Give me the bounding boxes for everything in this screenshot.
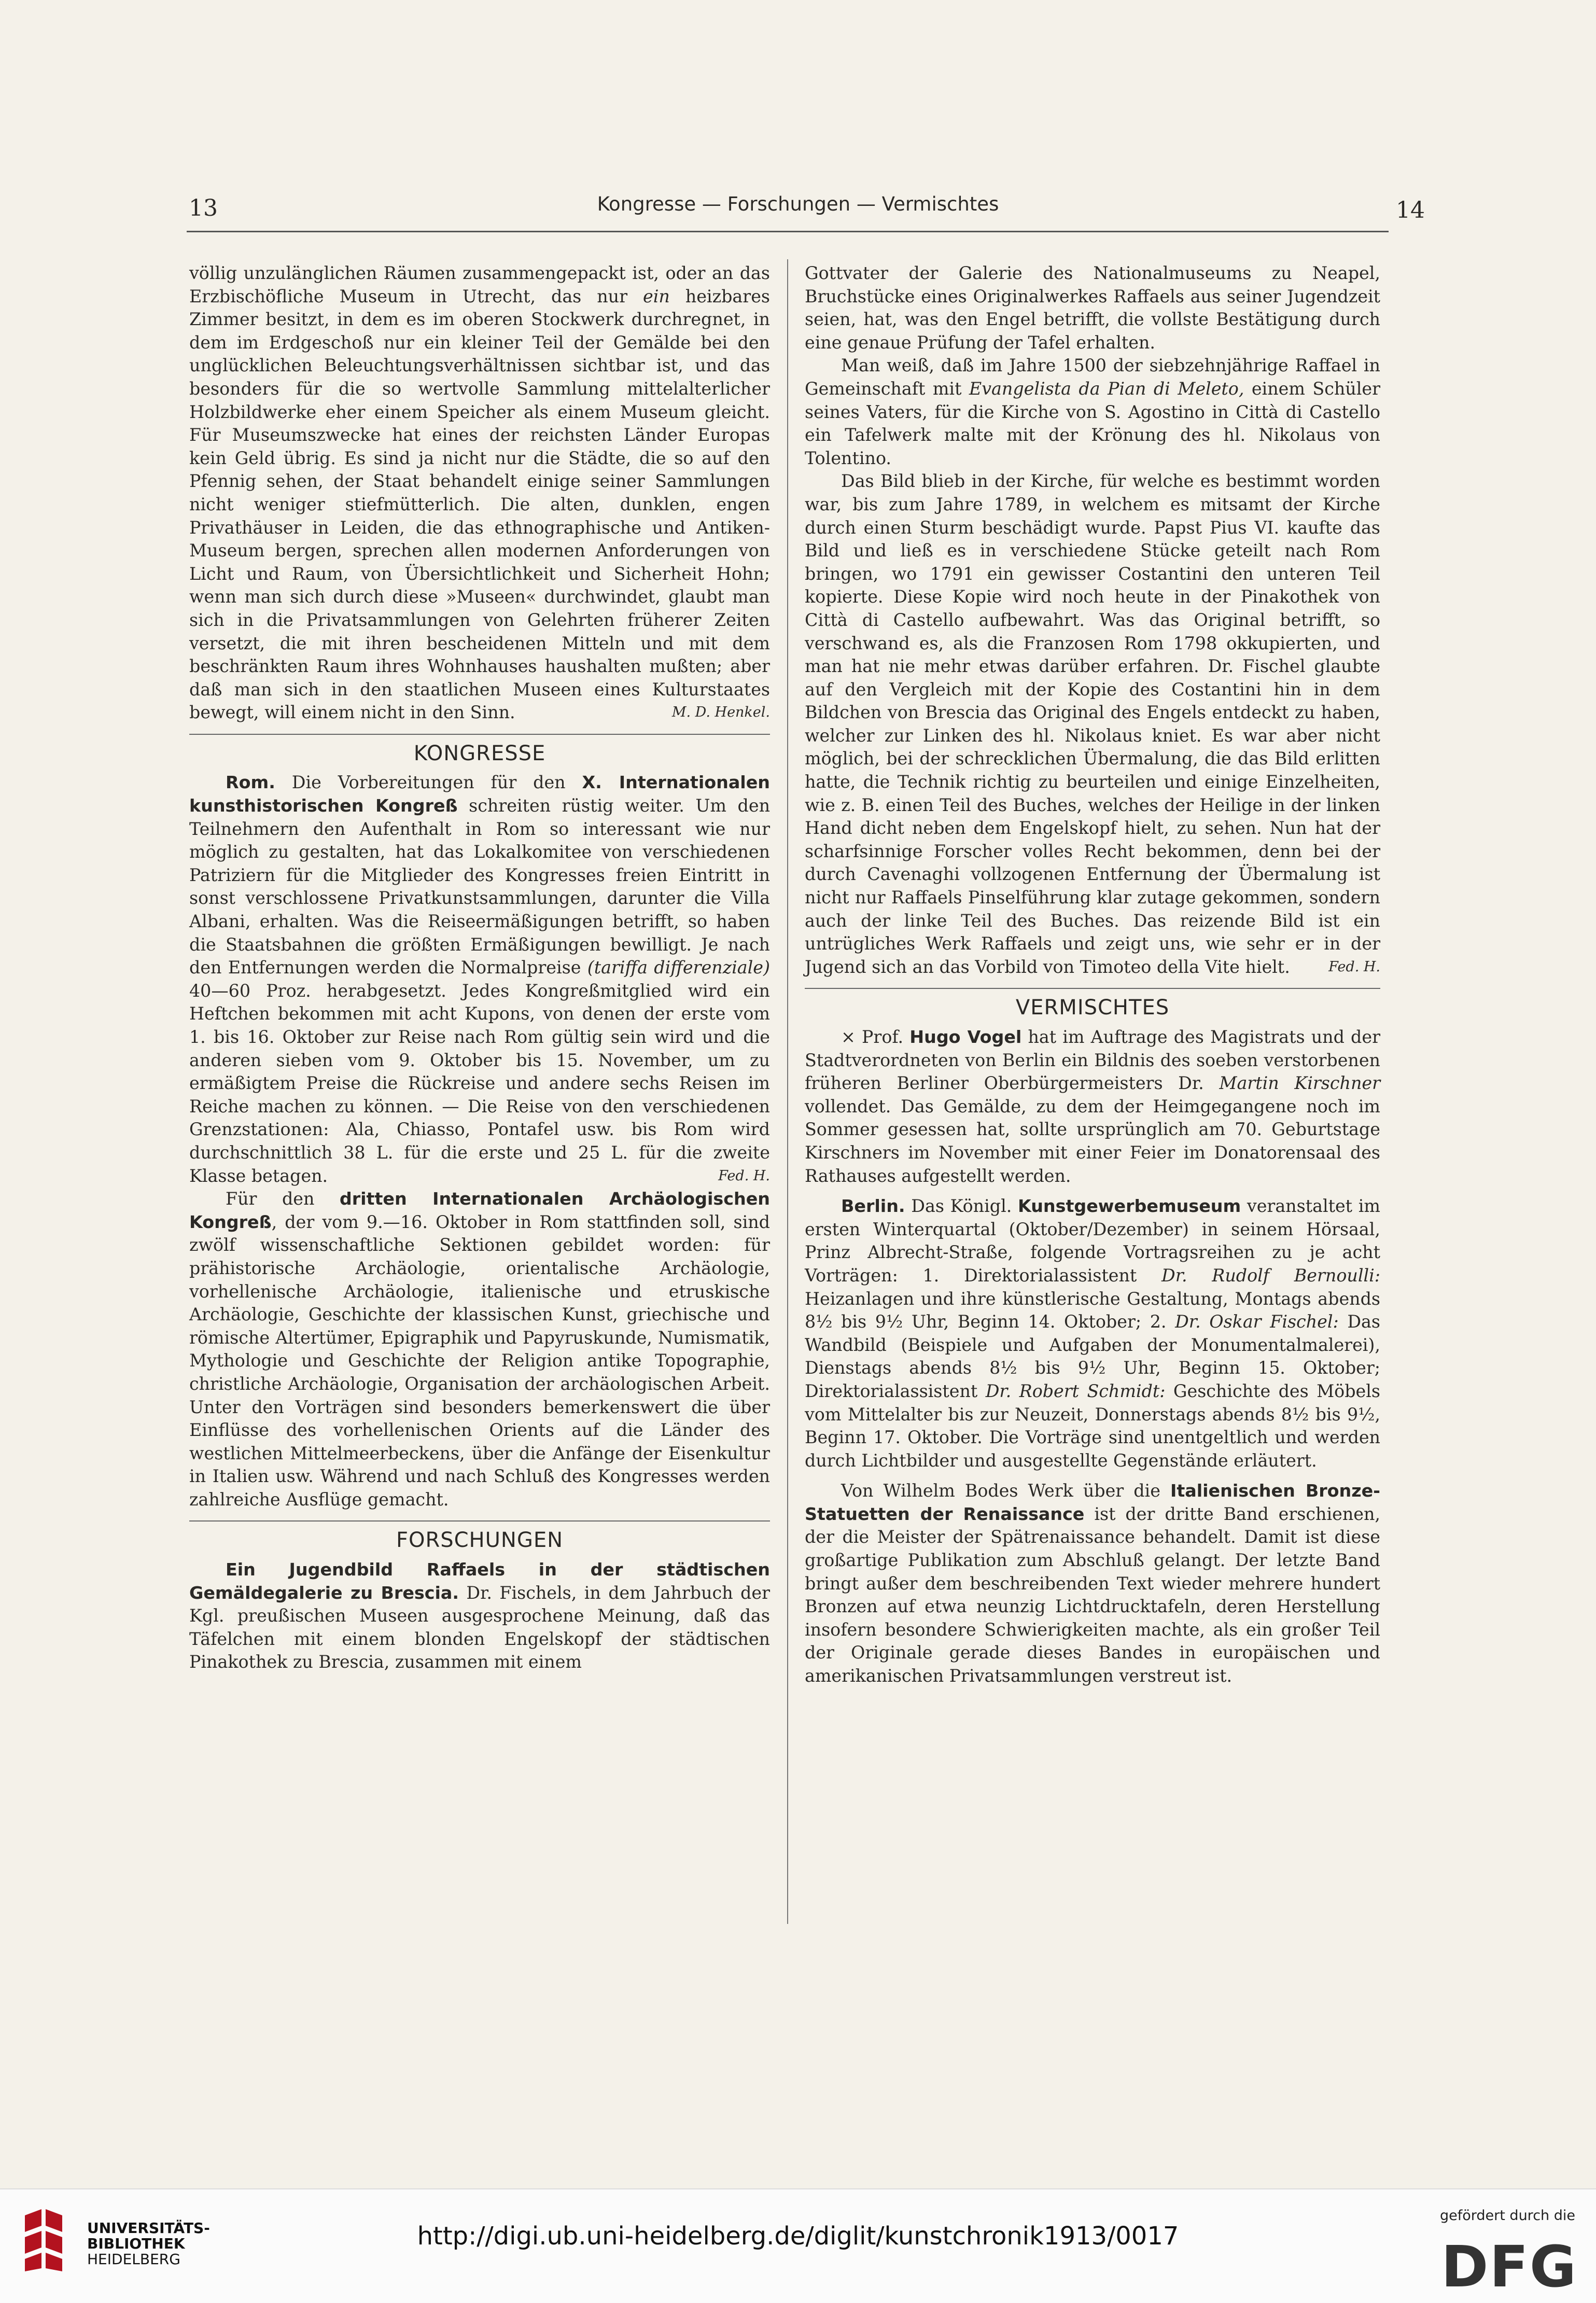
header-rule (187, 231, 1389, 232)
paragraph-berlin-lectures: Berlin. Das Königl. Kunstgewerbemuseum veranstaltet im ersten Winterquartal (Oktober/Dezember) in seinem Hörsaal, Prinz Albrecht-Straße, folgende Vortragsreihen zu je acht Vorträgen: 1. Direktorialassistent Dr. Rudolf Bernoulli: Heizanlagen und ihre künstlerische Gestaltung, Montags abends 8½ bis 9½ Uhr, Beginn 14. Oktober; 2. Dr. Oskar Fischel: Das Wandbild (Beispiele und Aufgaben der Monumentalmalerei), Dienstags abends 8½ bis 9½ Uhr, Beginn 15. Oktober; Direktorialassistent Dr. Robert Schmidt: Geschichte des Möbels vom Mittelalter bis zur Neuzeit, Donnerstags abends 8½ bis 9½, Beginn 17. Oktober. Die Vorträge sind unentgeltlich und werden durch Lichtbilder und ausgestellte Gegenstände erläutert. (805, 1196, 1380, 1471)
paragraph-gottvater: Gottvater der Galerie des Nationalmuseums zu Neapel, Bruchstücke eines Originalwerkes Raffaels aus seiner Jugendzeit seien, hat, was den Engel betrifft, die vollste Bestätigung durch eine genaue Prüfung der Tafel erhalten. (805, 263, 1380, 353)
footer-bar (0, 2188, 1596, 2303)
running-title: Kongresse — Forschungen — Vermischtes (597, 193, 999, 215)
paragraph-archaeology-congress: Für den dritten Internationalen Archäologischen Kongreß, der vom 9.—16. Oktober in Rom stattfinden soll, sind zwölf wissenschaftliche Sektionen gebildet worden: für prähistorische Archäologie, orientalische Archäologie, vorhellenische Archäologie, italienische und etruskische Archäologie, Geschichte der klassischen Kunst, griechische und römische Altertümer, Epigraphik und Papyruskunde, Numismatik, Mythologie und Geschichte der Religion antike Topographie, christliche Archäologie, Organisation der archäologischen Arbeit. Unter den Vorträgen sind besonders bemerkenswert die über Einflüsse des vorhellenischen Orients auf die Länder des westlichen Mittelmeerbeckens, über die Anfänge der Eisenkultur in Italien usw. Während und nach Schluß des Kongresses werden zahlreiche Ausflüge gemacht. (189, 1189, 770, 1510)
paragraph-hugo-vogel: × Prof. Hugo Vogel hat im Auftrage des Magistrats und der Stadtverordneten von Berlin ein Bildnis des soeben verstorbenen früheren Berliner Oberbürgermeisters Dr. Martin Kirschner vollendet. Das Gemälde, zu dem der Heimgegangene noch im Sommer gesessen hat, sollte ursprünglich am 70. Geburtstage Kirschners im November mit einer Feier im Donatorensaal des Rathauses aufgestellt werden. (805, 1027, 1381, 1186)
section-rule (189, 1520, 770, 1522)
heading-kongresse: KONGRESSE (413, 741, 546, 765)
section-rule (189, 734, 770, 735)
source-url-link[interactable]: http://digi.ub.uni-heidelberg.de/diglit/kunstchronik1913/0017 (417, 2222, 1179, 2251)
paragraph-bild-kirche: Das Bild blieb in der Kirche, für welche es bestimmt worden war, bis zum Jahre 1789, in welchem es mitsamt der Kirche durch einen Sturm beschädigt wurde. Papst Pius VI. kaufte das Bild und ließ es in verschiedene Stücke geteilt nach Rom bringen, wo 1791 ein gewisser Costantini den unteren Teil kopierte. Diese Kopie wird noch heute in der Pinakothek von Città di Castello aufbewahrt. Was das Original betrifft, so verschwand es, als die Franzosen Rom 1798 okkupierten, und man hat nie mehr etwas darüber erfahren. Dr. Fischel glaubte auf den Vergleich mit der Kopie des Costantini hin in dem Bildchen von Brescia das Original des Engels entdeckt zu haben, welcher zur Linken des hl. Nikolaus kniet. Es war aber nicht möglich, bei der schrecklichen Übermalung, die das Bild erlitten hatte, die Technik richtig zu beurteilen und einige Einzelheiten, wie z. B. einen Teil des Buches, welches der Heilige in der linken Hand dicht neben dem Engelskopf hielt, zu sehen. Nun hat der scharfsinnige Forscher volles Recht bekommen, denn bei der durch Cavenaghi vollzogenen Entfernung der Übermalung ist nicht nur Raffaels Pinselführung klar zutage gekommen, sondern auch der linke Teil des Buches. Das reizende Bild ist ein untrügliches Werk Raffaels und zeigt uns, wie sehr er in der Jugend sich an das Vorbild von Timoteo della Vite hielt. Fed. H. (805, 470, 1380, 979)
paragraph-rom-congress: Rom. Die Vorbereitungen für den X. Internationalen kunsthistorischen Kongreß schreiten rüstig weiter. Um den Teilnehmern den Aufenthalt in Rom so interessant wie nur möglich zu gestalten, hat das Lokalkomitee von verschiedenen Patriziern für die Mitglieder des Kongresses freien Eintritt in sonst verschlossene Privatkunstsammlungen, darunter die Villa Albani, erhalten. Was die Reiseermäßigungen betrifft, so haben die Staatsbahnen die größten Ermäßigungen bewilligt. Je nach den Entfernungen werden die Normalpreise (tariffa differenziale) 40—60 Proz. herabgesetzt. Jedes Kongreßmitglied wird ein Heftchen bekommen mit acht Kupons, von denen der erste vom 1. bis 16. Oktober zur Reise nach Rom gültig sein wird und die anderen sieben vom 9. Oktober bis 15. November, um zu ermäßigtem Preise die Rückreise und andere sechs Reisen im Reiche machen zu können. — Die Reise von den verschiedenen Grenzstationen: Ala, Chiasso, Pontafel usw. bis Rom wird durchschnittlich 38 L. für die erste und 25 L. für die zweite Klasse betagen. Fed. H. (189, 771, 770, 1188)
page-number-right: 14 (1396, 197, 1425, 224)
dfg-caption: gefördert durch die (1440, 2208, 1575, 2224)
ub-heidelberg-wordmark: UNIVERSITÄTS- BIBLIOTHEK HEIDELBERG (87, 2220, 210, 2268)
running-header (171, 193, 1425, 229)
paragraph-museums: völlig unzulänglichen Räumen zusammengepackt ist, oder an das Erzbischöfliche Museum in Utrecht, das nur ein heizbares Zimmer besitzt, in dem es im oberen Stockwerk durchregnet, in dem im Erdgeschoß nur ein kleiner Teil der Gemälde bei den unglücklichen Beleuchtungsverhältnissen sichtbar ist, und das besonders für die so wertvolle Sammlung mittelalterlicher Holzbildwerke eher einem Speicher als einem Museum gleicht. Für Museumszwecke hat eines der reichsten Länder Europas kein Geld übrig. Es sind ja nicht nur die Städte, die so auf den Pfennig sehen, der Staat behandelt einige seiner Sammlungen nicht weniger stiefmütterlich. Die alten, dunklen, engen Privathäuser in Leiden, die das ethnographische und Antiken-Museum bergen, sprechen allen modernen Anforderungen von Licht und Raum, von Übersichtlichkeit und Sicherheit Hohn; wenn man sich durch diese »Museen« durchwindet, glaubt man sich in die Privatsammlungen von Gelehrten früherer Zeiten versetzt, die mit ihren bescheidenen Mitteln und mit dem beschränkten Raum ihres Wohnhauses haushalten mußten; aber daß man sich in den staatlichen Museen eines Kulturstaates bewegt, will einem nicht in den Sinn. M. D. Henkel. (189, 262, 770, 724)
signature-fed-h-2: Fed. H. (1328, 958, 1380, 975)
heading-forschungen: FORSCHUNGEN (396, 1528, 564, 1553)
dfg-logo: DFG (1441, 2234, 1577, 2300)
heading-vermischtes: VERMISCHTES (1015, 996, 1170, 1020)
column-divider (787, 259, 788, 1924)
signature-fed-h: Fed. H. (718, 1167, 770, 1184)
page-number-left: 13 (189, 195, 218, 221)
left-column (189, 262, 770, 1674)
paragraph-raffael-brescia: Ein Jugendbild Raffaels in der städtischen Gemäldegalerie zu Brescia. Dr. Fischels, in dem Jahrbuch der Kgl. preußischen Museen ausgesprochene Meinung, daß das Täfelchen mit einem blonden Engelskopf der städtischen Pinakothek zu Brescia, zusammen mit einem (189, 1559, 770, 1672)
paragraph-1500: Man weiß, daß im Jahre 1500 der siebzehnjährige Raffael in Gemeinschaft mit Evangelista da Pian di Meleto, einem Schüler seines Vaters, für die Kirche von S. Agostino in Città di Castello ein Tafelwerk malte mit der Krönung des hl. Nikolaus von Tolentino. (805, 355, 1380, 468)
paragraph-bode-bronzes: Von Wilhelm Bodes Werk über die Italienischen Bronze-Statuetten der Renaissance ist der dritte Band erschienen, der die Meister der Spätrenaissance behandelt. Damit ist diese großartige Publikation zum Abschluß gelangt. Der letzte Band bringt außer dem beschreibenden Text wieder mehrere hundert Bronzen auf etwa neunzig Lichtdrucktafeln, deren Herstellung insofern besondere Schwierigkeiten machte, als ein großer Teil der Originale gerade dieses Bandes in europäischen und amerikanischen Privatsammlungen verstreut ist. (805, 1481, 1380, 1686)
section-rule (805, 988, 1380, 989)
right-column (805, 262, 1380, 1688)
signature-henkel: M. D. Henkel. (671, 704, 770, 721)
